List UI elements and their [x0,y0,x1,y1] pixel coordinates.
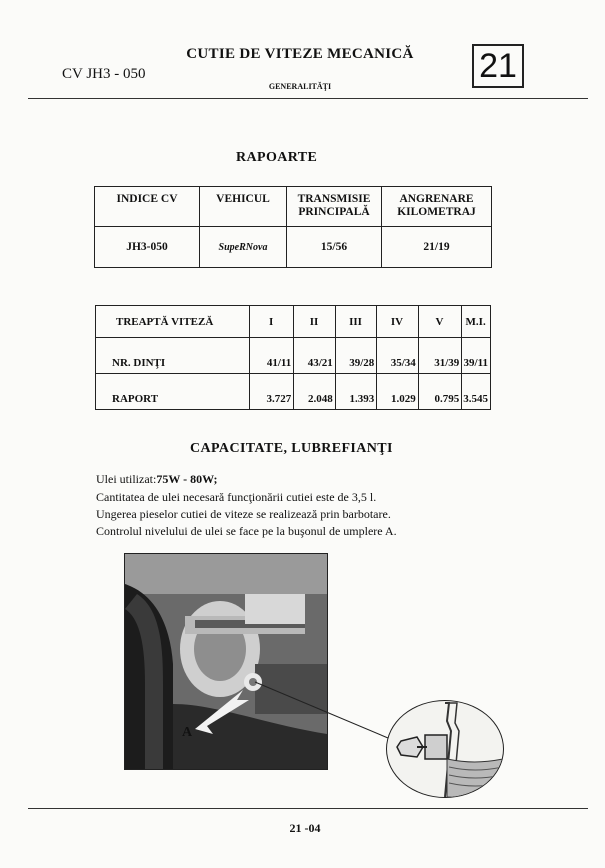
row-label-dinti: NR. DINŢI [96,338,250,374]
oil-check-line: Controlul nivelului de ulei se face pe la buşonul de umplere A. [96,524,397,538]
header-cell-gear-reverse: M.I. [462,306,491,338]
cell-teeth-3: 39/28 [335,338,377,374]
leader-line [240,670,400,750]
cell-ratio-5: 0.795 [418,374,461,410]
gearbox-code: CV JH3 - 050 [62,66,146,82]
page-number: 21 -04 [289,821,321,835]
header-cell-gear-3: III [335,306,377,338]
filler-plug-detail [386,700,504,798]
cell-teeth-1: 41/11 [249,338,293,374]
chapter-number: 21 [472,44,524,88]
header-cell-treapta: TREAPTĂ VITEZĂ [96,306,250,338]
rapoarte-heading: RAPOARTE [236,150,318,165]
header-cell-gear-4: IV [377,306,419,338]
cell-vehicul: SupeRNova [200,227,287,268]
header-cell-gear-5: V [418,306,461,338]
row-label-raport: RAPORT [96,374,250,410]
cell-ratio-3: 1.393 [335,374,377,410]
cell-teeth-4: 35/34 [377,338,419,374]
cell-ratio-1: 3.727 [249,374,293,410]
cell-ratio-2: 2.048 [294,374,336,410]
cell-ratio-reverse: 3.545 [462,374,491,410]
vehicle-ratio-table [94,186,492,268]
section-subtitle: GENERALITĂŢI [268,82,332,91]
callout-label: A [182,725,193,740]
cell-teeth-reverse: 39/11 [462,338,491,374]
cell-indice: JH3-050 [95,227,200,268]
lubrication-line: Ungerea pieselor cutiei de viteze se realizează prin barbotare. [96,507,391,521]
filler-plug-detail-drawing [387,701,503,797]
header-divider [28,98,588,99]
oil-type-line [96,472,217,487]
oil-quantity-line: Cantitatea de ulei necesară funcţionării cutiei este de 3,5 l. [96,490,377,504]
cell-ratio-4: 1.029 [377,374,419,410]
capacitate-heading: CAPACITATE, LUBREFIANŢI [190,441,393,456]
header-cell-vehicul: VEHICUL [200,187,287,227]
header-cell-gear-2: II [294,306,336,338]
oil-type-label: Ulei utilizat: [96,472,157,486]
cell-transmisie: 15/56 [287,227,382,268]
cell-angrenare: 21/19 [382,227,492,268]
cell-teeth-2: 43/21 [294,338,336,374]
header-cell-gear-1: I [249,306,293,338]
header-cell-indice: INDICE CV [95,187,200,227]
cell-teeth-5: 31/39 [418,338,461,374]
document-title: CUTIE DE VITEZE MECANICĂ [186,46,414,62]
header-cell-transmisie: TRANSMISIE PRINCIPALĂ [287,187,382,227]
footer-divider [28,808,588,809]
gear-ratio-table [95,305,491,410]
header-cell-angrenare: ANGRENARE KILOMETRAJ [382,187,492,227]
oil-type-value: 75W - 80W; [156,472,218,486]
